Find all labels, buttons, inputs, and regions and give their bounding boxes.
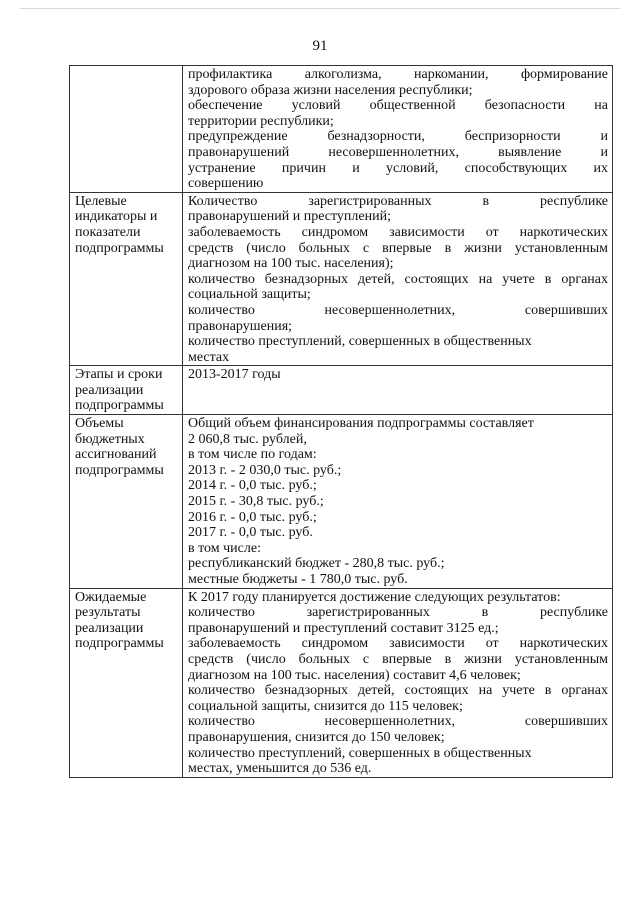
content-line: правонарушений несовершеннолетних, выявление и bbox=[188, 144, 608, 160]
row-label: Объемы бюджетных ассигнований подпрограммы bbox=[70, 415, 183, 589]
content-line: правонарушений и преступлений составит 3125 ед.; bbox=[188, 620, 499, 636]
page-number: 91 bbox=[312, 38, 328, 54]
content-line: количество преступлений, совершенных в общественных bbox=[188, 745, 532, 761]
content-line: заболеваемость синдромом зависимости от наркотических bbox=[188, 636, 608, 652]
content-line: количество несовершеннолетних, совершивших bbox=[188, 302, 608, 318]
row-expected-results bbox=[70, 588, 613, 777]
content-line: местах bbox=[188, 349, 230, 365]
row-target-indicators bbox=[70, 192, 613, 366]
content-line: социальной защиты; bbox=[188, 287, 311, 303]
content-line: местах, уменьшится до 536 ед. bbox=[188, 761, 372, 777]
content-line: количество безнадзорных детей, состоящих на учете в органах bbox=[188, 683, 608, 699]
content-line: 2017 г. - 0,0 тыс. руб. bbox=[188, 525, 313, 541]
content-line: социальной защиты, снизится до 115 человек; bbox=[188, 698, 463, 714]
content-line: диагнозом на 100 тыс. населения); bbox=[188, 256, 394, 272]
content-line: 2013 г. - 2 030,0 тыс. руб.; bbox=[188, 462, 342, 478]
content-line: профилактика алкоголизма, наркомании, формирование bbox=[188, 67, 608, 82]
content-line: 2015 г. - 30,8 тыс. руб.; bbox=[188, 494, 324, 510]
content-line: 2013-2017 годы bbox=[188, 367, 281, 383]
content-line: количество несовершеннолетних, совершивших bbox=[188, 714, 608, 730]
content-line: заболеваемость синдромом зависимости от наркотических bbox=[188, 224, 608, 240]
content-line: 2 060,8 тыс. рублей, bbox=[188, 431, 307, 447]
content-line: правонарушения; bbox=[188, 318, 293, 334]
content-line: обеспечение условий общественной безопасности на bbox=[188, 98, 608, 114]
row-content bbox=[183, 66, 613, 193]
content-line: 2016 г. - 0,0 тыс. руб.; bbox=[188, 509, 317, 525]
content-line: в том числе по годам: bbox=[188, 447, 317, 463]
row-stages-terms bbox=[70, 366, 613, 415]
content-line: предупреждение безнадзорности, беспризорности и bbox=[188, 129, 608, 145]
content-line: местные бюджеты - 1 780,0 тыс. руб. bbox=[188, 572, 408, 587]
content-line: устранение причин и условий, способствующих их bbox=[188, 160, 608, 176]
content-line: количество безнадзорных детей, состоящих на учете в органах bbox=[188, 271, 608, 287]
content-line: средств (число больных с впервые в жизни установленным bbox=[188, 240, 608, 256]
row-content bbox=[183, 366, 613, 415]
row-label: Целевые индикаторы и показатели подпрограммы bbox=[70, 192, 183, 366]
content-line: правонарушения, снизится до 150 человек; bbox=[188, 729, 445, 745]
content-line: диагнозом на 100 тыс. населения) составит 4,6 человек; bbox=[188, 667, 521, 683]
content-line: территории республики; bbox=[188, 113, 334, 129]
content-line: Общий объем финансирования подпрограммы составляет bbox=[188, 416, 534, 432]
content-line: количество зарегистрированных в республике bbox=[188, 605, 608, 621]
table-body bbox=[70, 66, 613, 778]
content-line: количество преступлений, совершенных в общественных bbox=[188, 334, 532, 350]
content-line: правонарушений и преступлений; bbox=[188, 209, 391, 225]
row-budget bbox=[70, 415, 613, 589]
row-content bbox=[183, 588, 613, 777]
content-line: республиканский бюджет - 280,8 тыс. руб.; bbox=[188, 556, 445, 572]
row-label bbox=[70, 66, 183, 193]
scan-top-edge bbox=[20, 8, 620, 9]
content-line: в том числе: bbox=[188, 540, 261, 556]
content-line: средств (число больных с впервые в жизни установленным bbox=[188, 651, 608, 667]
passport-table bbox=[69, 65, 613, 778]
content-line: 2014 г. - 0,0 тыс. руб.; bbox=[188, 478, 317, 494]
content-line: здорового образа жизни населения республики; bbox=[188, 82, 473, 98]
content-line: К 2017 году планируется достижение следующих результатов: bbox=[188, 589, 561, 605]
row-label: Этапы и сроки реализации подпрограммы bbox=[70, 366, 183, 415]
content-line: Количество зарегистрированных в республике bbox=[188, 193, 608, 209]
row-continuation bbox=[70, 66, 613, 193]
content-line: совершению bbox=[188, 176, 264, 192]
row-label: Ожидаемые результаты реализации подпрограммы bbox=[70, 588, 183, 777]
row-content bbox=[183, 415, 613, 589]
row-content bbox=[183, 192, 613, 366]
